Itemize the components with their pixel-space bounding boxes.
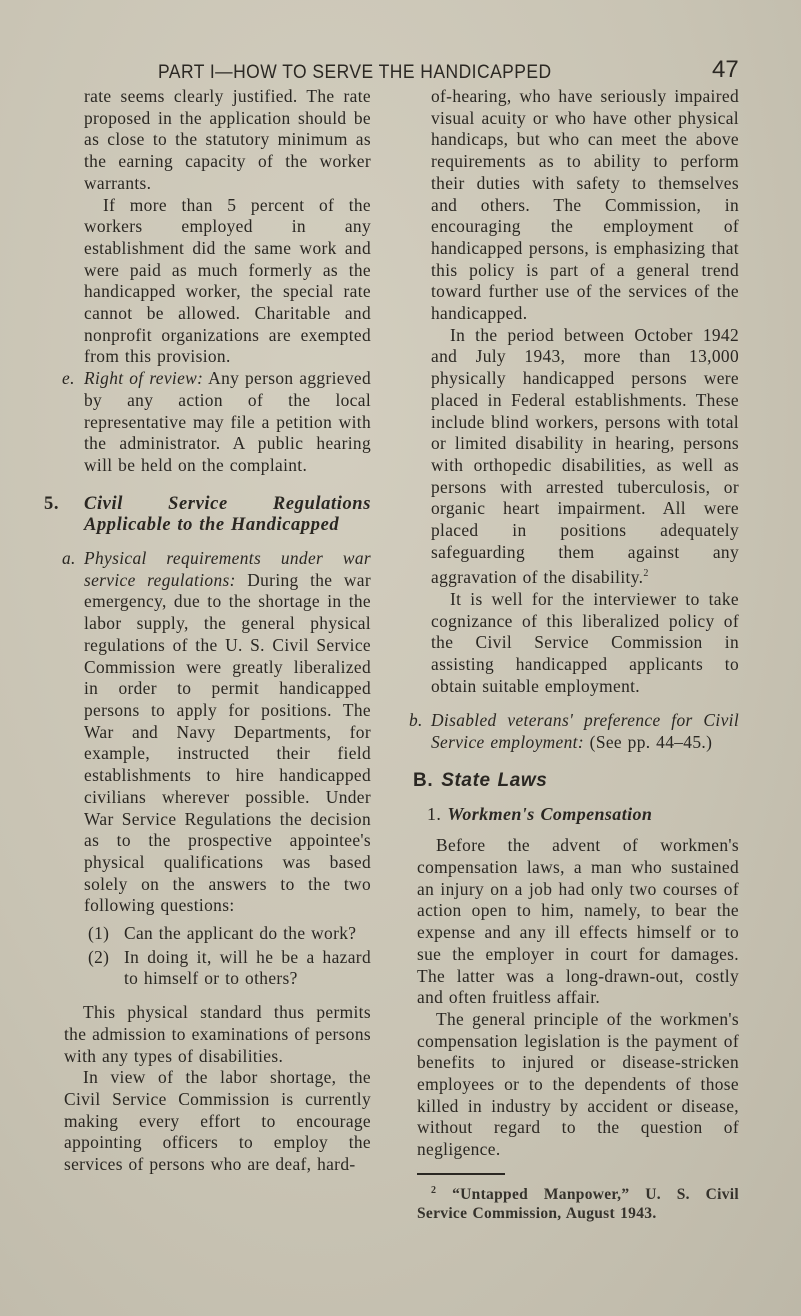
question-number: (2) xyxy=(88,946,110,967)
paragraph: If more than 5 percent of the workers employed in any establishment did the same work and were paid as much formerly as the handicapped worker, the special rate cannot be allowed. Charitable and nonprofit organizations are exempted from this provision. xyxy=(84,194,371,367)
footnote-divider xyxy=(417,1173,505,1175)
question-2 xyxy=(84,947,371,990)
footnote-reference[interactable]: 2 xyxy=(643,568,649,580)
item-b-veterans-preference xyxy=(409,710,739,753)
paragraph: Before the advent of workmen's compensation laws, a man who sustained an injury on a job had only two courses of action open to him, namely, to bear the expense and any ill effects himself or to sue the employer in court for damages. The latter was a long-drawn-out, costly and often fruitless affair. xyxy=(417,835,739,1008)
item-title: Disabled veterans' preference for Civil Service employment: xyxy=(431,710,739,753)
paragraph: In view of the labor shortage, the Civil Service Commission is currently making every effort to encourage appointing officers to employ the services of persons who are deaf, hard- xyxy=(64,1067,371,1175)
section-heading-civil-service xyxy=(44,493,371,537)
item-text: (See pp. 44–45.) xyxy=(583,732,713,753)
section-letter: B. xyxy=(413,769,434,791)
footnote-text: “Untapped Manpower,” U. S. Civil Service Commission, August 1943. xyxy=(417,1186,739,1222)
footnote xyxy=(417,1181,739,1223)
section-number: 5. xyxy=(44,493,60,514)
item-text: During the war emergency, due to the shortage in the labor supply, the general physical regulations of the U. S. Civil Service Commission were greatly liberalized in order to permit handicapped persons to apply for positions. The War and Navy Departments, for example, instructed their field establishments to hire handicapped civilians wherever possible. Under War Service Regulations the decision as to the prospective appointee's physical qualifications was based solely on the answers to the two following questions: xyxy=(84,569,371,916)
question-text: In doing it, will he be a hazard to himself or to others? xyxy=(124,946,371,989)
page-number: 47 xyxy=(712,56,739,83)
question-1 xyxy=(84,923,371,945)
paragraph: of-hearing, who have seriously impaired visual acuity or who have other physical handicaps, but who can meet the above requirements as to ability to perform their duties with safety to themselves and others. The Commission, in encouraging the employment of handicapped persons, is emphasizing that this policy is part of a general trend toward further use of the services of the handicapped. xyxy=(431,86,739,324)
item-title: Physical requirements under war service regulations: xyxy=(84,548,371,590)
subsection-number: 1. xyxy=(427,803,442,824)
paragraph: The general principle of the workmen's compensation legislation is the payment of benefits to injured or disease-stricken employees or to the dependents of those killed in industry by accident or disease, without regard to the question of negligence. xyxy=(417,1008,739,1160)
paragraph-text: In the period between October 1942 and July 1943, more than 13,000 physically handicapped persons were placed in Federal establishments. These include blind workers, persons with total or limited disability in hearing, persons with orthopedic disabilities, as well as persons with arrested tuberculosis, or organic heart impairment. All were placed in positions adequately safeguarding them against any aggravation of the disability. xyxy=(431,324,739,588)
left-column xyxy=(44,86,372,1176)
paragraph: This physical standard thus permits the admission to examinations of persons with any types of disabilities. xyxy=(64,1002,371,1066)
paragraph: rate seems clearly justified. The rate proposed in the application should be as close to the statutory minimum as the earning capacity of the worker warrants. xyxy=(84,86,371,193)
item-a-physical-requirements xyxy=(62,548,371,917)
section-title: Civil Service Regulations Applicable to the Handicapped xyxy=(84,493,371,536)
question-text: Can the applicant do the work? xyxy=(124,923,357,944)
paragraph: It is well for the interviewer to take cognizance of this liberalized policy of the Civil Service Commission in assisting handicapped applicants to obtain suitable employment. xyxy=(431,588,739,696)
subsection-heading-workmens-compensation xyxy=(427,804,739,826)
right-column xyxy=(409,86,739,1223)
item-text: Any person aggrieved by any action of the local representative may file a petition with the administrator. A public hearing will be held on the complaint. xyxy=(84,368,372,475)
item-label: a. xyxy=(62,548,76,569)
paragraph-with-footnote xyxy=(431,325,739,589)
footnote-number: 2 xyxy=(431,1184,437,1196)
item-label: b. xyxy=(409,710,423,731)
question-number: (1) xyxy=(88,923,110,944)
section-title: State Laws xyxy=(441,769,548,791)
subsection-title: Workmen's Compensation xyxy=(447,803,653,824)
item-title: Right of review: xyxy=(84,368,204,389)
item-e-right-of-review xyxy=(62,368,372,477)
item-label: e. xyxy=(62,368,75,389)
running-header: PART I—HOW TO SERVE THE HANDICAPPED xyxy=(158,62,552,83)
section-heading-state-laws xyxy=(413,770,739,792)
